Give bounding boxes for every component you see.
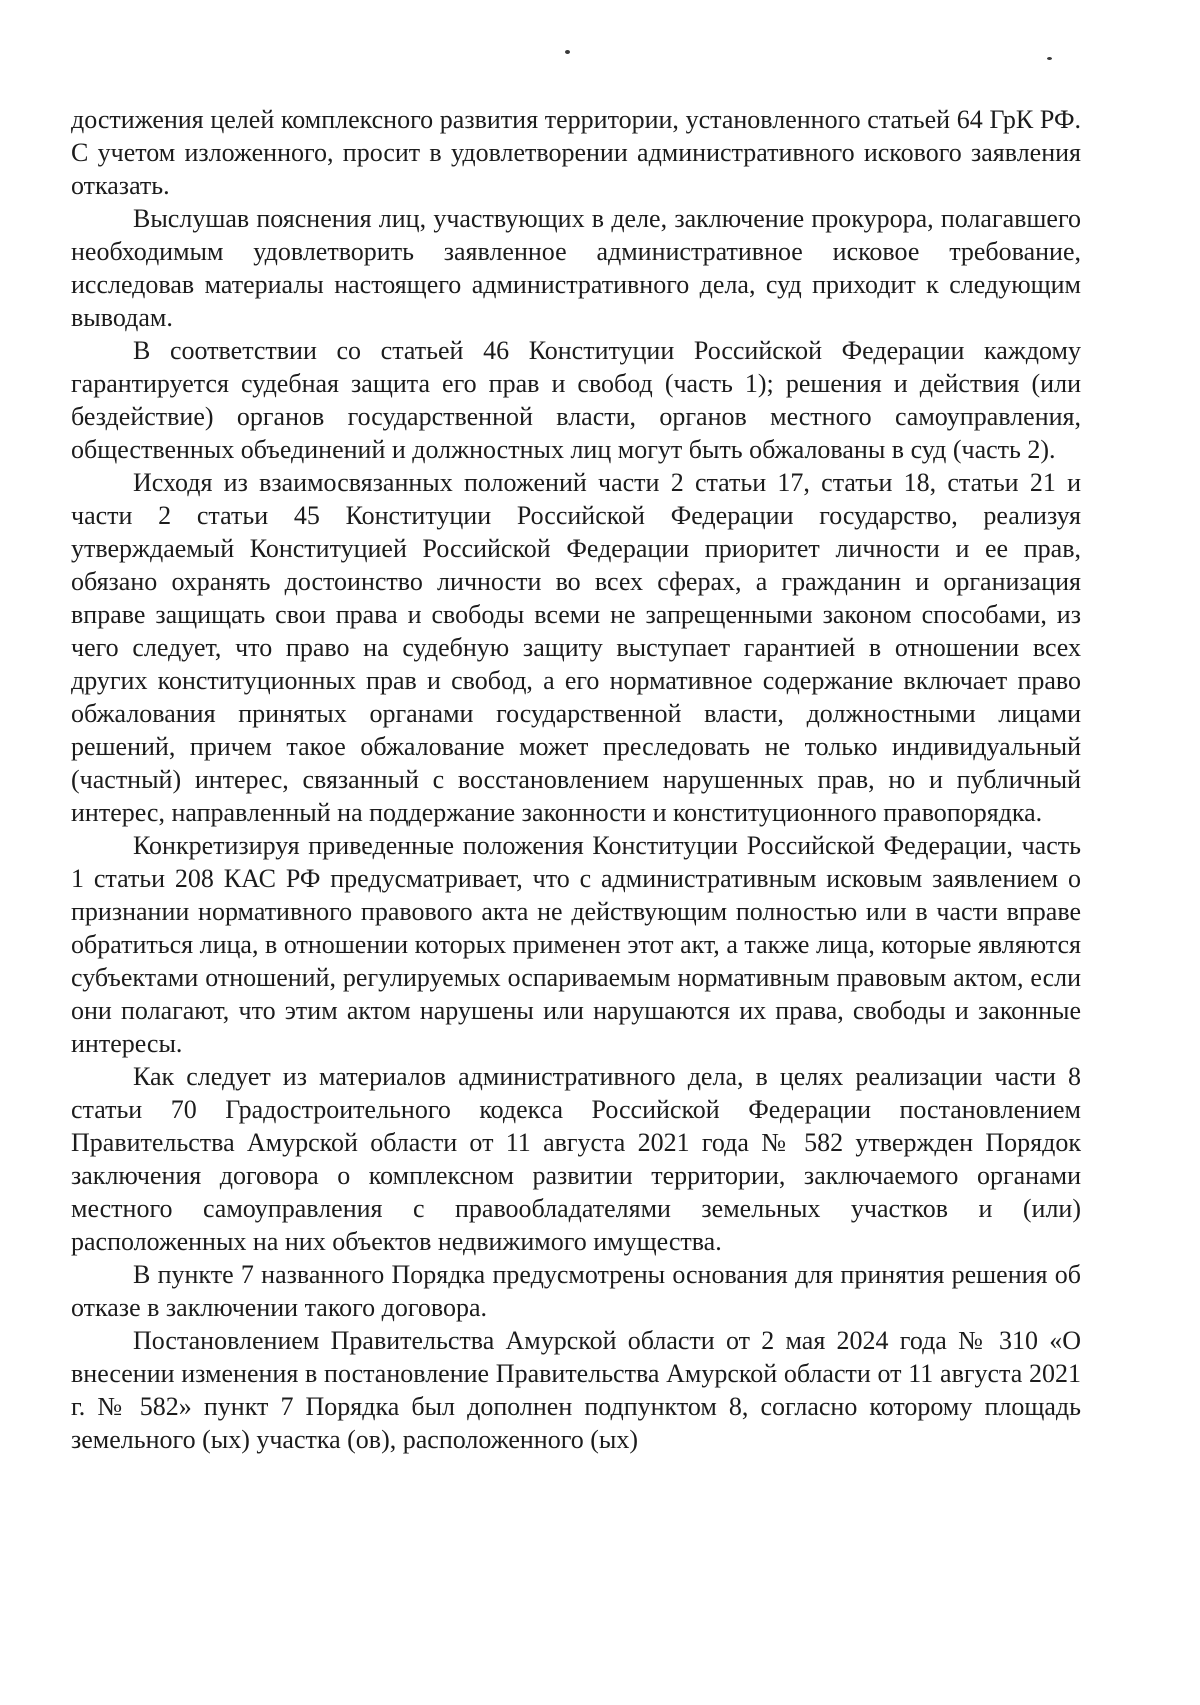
paragraph: Постановлением Правительства Амурской области от 2 мая 2024 года № 310 «О внесении изменения в постановление Правительства Амурской области от 11 августа 2021 г. № 582» пункт 7 Порядка был дополнен подпунктом 8, согласно которому площадь земельного (ых) участка (ов), расположенного (ых) <box>71 1326 1081 1454</box>
paragraph: В пункте 7 названного Порядка предусмотрены основания для принятия решения об отказе в заключении такого договора. <box>71 1260 1081 1322</box>
paragraph: Конкретизируя приведенные положения Конституции Российской Федерации, часть 1 статьи 208 КАС РФ предусматривает, что с административным исковым заявлением о признании нормативного правового акта не действующим полностью или в части вправе обратиться лица, в отношении которых применен этот акт, а также лица, которые являются субъектами отношений, регулируемых оспариваемым нормативным правовым актом, если они полагают, что этим актом нарушены или нарушаются их права, свободы и законные интересы. <box>71 831 1081 1058</box>
scan-speck <box>565 50 570 54</box>
paragraph: Как следует из материалов административного дела, в целях реализации части 8 статьи 70 Градостроительного кодекса Российской Федерации постановлением Правительства Амурской области от 11 августа 2021 года № 582 утвержден Порядок заключения договора о комплексном развитии территории, заключаемого органами местного самоуправления с правообладателями земельных участков и (или) расположенных на них объектов недвижимого имущества. <box>71 1062 1081 1256</box>
scan-speck <box>1047 57 1052 60</box>
paragraph: В соответствии со статьей 46 Конституции Российской Федерации каждому гарантируется судебная защита его прав и свобод (часть 1); решения и действия (или бездействие) органов государственной власти, органов местного самоуправления, общественных объединений и должностных лиц могут быть обжалованы в суд (часть 2). <box>71 336 1081 464</box>
document-text <box>71 103 1081 1456</box>
paragraph: Выслушав пояснения лиц, участвующих в деле, заключение прокурора, полагавшего необходимым удовлетворить заявленное административное исковое требование, исследовав материалы настоящего административного дела, суд приходит к следующим выводам. <box>71 204 1081 332</box>
paragraph: достижения целей комплексного развития территории, установленного статьей 64 ГрК РФ. С учетом изложенного, просит в удовлетворении административного искового заявления отказать. <box>71 105 1081 200</box>
paragraph: Исходя из взаимосвязанных положений части 2 статьи 17, статьи 18, статьи 21 и части 2 статьи 45 Конституции Российской Федерации государство, реализуя утверждаемый Конституцией Российской Федерации приоритет личности и ее прав, обязано охранять достоинство личности во всех сферах, а гражданин и организация вправе защищать свои права и свободы всеми не запрещенными законом способами, из чего следует, что право на судебную защиту выступает гарантией в отношении всех других конституционных прав и свобод, а его нормативное содержание включает право обжалования принятых органами государственной власти, должностными лицами решений, причем такое обжалование может преследовать не только индивидуальный (частный) интерес, связанный с восстановлением нарушенных прав, но и публичный интерес, направленный на поддержание законности и конституционного правопорядка. <box>71 468 1081 827</box>
